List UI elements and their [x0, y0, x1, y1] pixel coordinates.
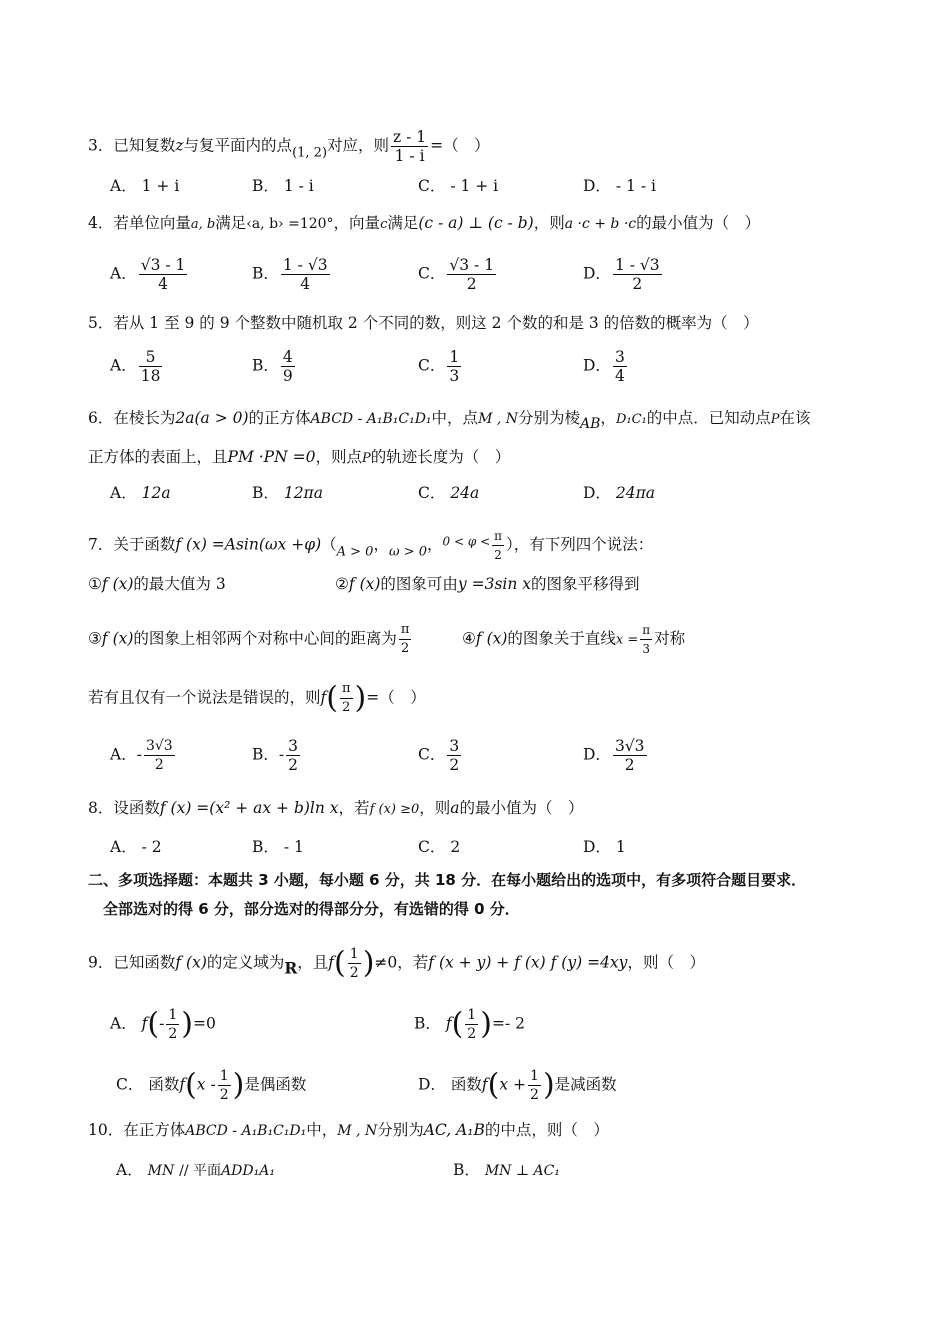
- q3-option-c: [418, 175, 498, 197]
- q7-statement-4: [462, 621, 685, 658]
- frac-den: 2: [467, 1026, 477, 1042]
- q9-ff: f: [328, 953, 335, 972]
- option-label: D．: [583, 177, 611, 195]
- q7-option-d: [583, 737, 649, 774]
- option-label: D．: [583, 484, 611, 502]
- q5-option-b: [252, 348, 297, 385]
- q3-stem-d: =（ ）: [430, 136, 490, 155]
- option-value: 2: [450, 838, 461, 856]
- q9-option-a: [110, 1006, 216, 1043]
- q7-option-c: [418, 737, 463, 774]
- option-fraction: [447, 348, 461, 385]
- option-label: C．: [418, 264, 446, 283]
- q10-mn: M , N: [337, 1123, 378, 1139]
- option-label: A．: [110, 356, 137, 375]
- q7-statement-1: [88, 573, 226, 595]
- paren-left: (: [487, 1067, 500, 1103]
- q7-stem-c: ），有下列四个说法：: [506, 535, 654, 554]
- frac-num: π: [399, 621, 412, 640]
- q4-vars: a, b: [190, 217, 216, 232]
- ask-text: 若有且仅有一个说法是错误的，则: [88, 688, 321, 707]
- frac-num: 5: [139, 348, 163, 367]
- frac-den: 9: [282, 367, 293, 385]
- frac-den: 2: [449, 756, 460, 774]
- statement-func: f (x): [348, 575, 381, 593]
- option-func: f: [179, 1075, 186, 1094]
- q4-perp: (c - a) ⊥ (c - b): [418, 214, 534, 232]
- frac-den: 2: [154, 757, 164, 773]
- paren-left: (: [451, 1006, 464, 1042]
- statement-expr: y =3sin x: [457, 575, 532, 593]
- option-value: - 2: [141, 838, 162, 856]
- q7-pi-frac: [492, 527, 504, 564]
- frac-den: 2: [624, 756, 635, 774]
- q6-stem-f: 的中点．已知动点: [646, 409, 771, 427]
- q9-f: f (x): [175, 953, 207, 972]
- question-6-line-2: [88, 446, 510, 470]
- frac-den: 2: [466, 275, 477, 293]
- q3-stem-c: 对应，则: [327, 136, 390, 155]
- option-x: x -: [196, 1075, 216, 1094]
- frac-den: 2: [219, 1087, 229, 1103]
- frac-num: √3 - 1: [140, 256, 186, 274]
- statement-func: f (x): [101, 575, 134, 593]
- option-fraction: [139, 256, 188, 293]
- q9-option-d: [418, 1067, 617, 1104]
- option-sign: -: [278, 745, 285, 764]
- q3-option-a: [110, 175, 179, 197]
- q7-stem-b: （: [321, 535, 337, 554]
- frac-den: 2: [530, 1087, 539, 1103]
- ask-tail: =（ ）: [366, 688, 426, 707]
- q9-stem: 9．已知函数: [88, 953, 176, 972]
- q4-angle: ‹a, b› =120°: [246, 216, 334, 232]
- option-label: C．: [418, 177, 446, 195]
- q10-pts: AC, A₁B: [423, 1121, 485, 1139]
- option-fraction: [281, 348, 295, 385]
- option-func: f: [445, 1014, 452, 1033]
- option-frac: [218, 1067, 231, 1104]
- statement-x: x =: [615, 632, 639, 648]
- frac-num: π: [492, 527, 504, 546]
- frac-num: π: [340, 680, 353, 699]
- option-fraction: [281, 256, 330, 293]
- option-label: C．: [418, 745, 446, 764]
- paren-left: (: [185, 1067, 197, 1103]
- frac-den: 2: [288, 756, 299, 774]
- paren-right: ): [181, 1006, 193, 1042]
- paren-left: (: [147, 1006, 160, 1042]
- q6-stem-d: 分别为棱: [518, 409, 581, 427]
- q6-p: P: [770, 412, 780, 427]
- statement-mark: ①: [88, 575, 102, 593]
- q6-stem-e: ，: [600, 409, 616, 427]
- statement-text: 的图象上相邻两个对称中心间的距离为: [133, 629, 397, 648]
- option-fraction: [447, 737, 461, 774]
- frac-num: 1: [168, 1007, 178, 1023]
- frac-den: 2: [342, 700, 351, 715]
- q8-var-a: a: [450, 799, 460, 817]
- option-label: A．: [110, 745, 137, 764]
- frac-den: 2: [494, 548, 502, 562]
- q5-option-c: [418, 348, 463, 385]
- option-label: C．: [418, 838, 446, 856]
- ask-func: f: [320, 688, 327, 707]
- paren-right: ): [362, 945, 375, 981]
- q4-stem-e: ，则: [533, 214, 565, 232]
- option-text: // 平面: [179, 1163, 222, 1179]
- statement-func: f (x): [475, 629, 508, 648]
- frac-num: 1 - √3: [614, 256, 660, 274]
- frac-den: 3: [642, 642, 651, 656]
- q8-option-b: [252, 836, 304, 858]
- option-label: A．: [110, 264, 137, 283]
- paren-right: ): [232, 1067, 245, 1103]
- q10-stem-b: 中，: [306, 1121, 338, 1139]
- q6-dc: D₁C₁: [615, 412, 647, 427]
- option-sign: -: [159, 1014, 165, 1033]
- q7-sep: ，: [373, 535, 389, 554]
- q7-c2: ω > 0: [388, 544, 428, 560]
- option-label: B．: [252, 745, 279, 764]
- frac-den: 4: [614, 367, 625, 385]
- question-6: [88, 407, 811, 435]
- section-2-line-2: 全部选对的得 6 分，部分选对的得部分分，有选错的得 0 分．: [103, 900, 520, 918]
- q9-option-c: [116, 1067, 306, 1104]
- q6-stem-g: 在该: [779, 409, 811, 427]
- statement-mark: ③: [88, 629, 102, 648]
- q4-expr: a ·c + b ·c: [564, 216, 637, 232]
- statement-func: f (x): [101, 629, 134, 648]
- section-2-heading-line-2: [103, 898, 520, 920]
- q6-line2-a: 正方体的表面上，且: [88, 448, 228, 466]
- q4-option-b: [252, 256, 332, 293]
- option-fraction: [613, 348, 627, 385]
- option-label: B．: [414, 1014, 441, 1033]
- option-fraction: [613, 256, 662, 293]
- q4-option-d: [583, 256, 664, 293]
- q8-stem-c: ，则: [419, 799, 451, 817]
- q4-stem-c: ，向量: [333, 214, 381, 232]
- q6-p: P: [361, 451, 371, 466]
- q4-stem-d: 满足: [387, 214, 419, 232]
- option-tail: 是减函数: [554, 1075, 617, 1094]
- q8-cond: f (x) ≥0: [369, 802, 420, 817]
- option-label: D．: [418, 1075, 446, 1094]
- option-fraction: [144, 737, 175, 774]
- q4-var-c: c: [380, 217, 388, 232]
- option-plane: ADD₁A₁: [221, 1163, 275, 1179]
- option-fraction: [447, 256, 496, 293]
- paren-right: ): [480, 1006, 492, 1042]
- frac-num: √3 - 1: [449, 256, 495, 274]
- frac-num: 1 - √3: [282, 256, 328, 274]
- question-4: [88, 212, 760, 236]
- frac-num: 1: [449, 348, 460, 366]
- q10-stem: 10．在正方体: [88, 1121, 186, 1139]
- frac-num: 1: [219, 1068, 229, 1084]
- option-label: A．: [110, 1014, 137, 1033]
- option-label: A．: [110, 177, 137, 195]
- option-value: - 1 - i: [615, 177, 656, 195]
- option-label: D．: [583, 838, 611, 856]
- frac-den: 2: [401, 641, 410, 656]
- q8-option-d: [583, 836, 626, 858]
- q6-option-c: [418, 482, 479, 504]
- q9-stem-b: 的定义域为: [206, 953, 285, 972]
- option-label: A．: [110, 484, 137, 502]
- option-tail: =- 2: [491, 1014, 525, 1033]
- question-5: [88, 312, 759, 334]
- q3-option-b: [252, 175, 314, 197]
- option-label: B．: [252, 838, 279, 856]
- frac-den: 2: [349, 965, 359, 981]
- frac-num: 3: [614, 348, 625, 366]
- statement-frac: [399, 621, 412, 658]
- q9-neq: ≠0: [374, 953, 398, 972]
- q7-statement-2: [335, 573, 640, 595]
- q6-stem-b: 的正方体: [248, 409, 311, 427]
- option-label: C．: [418, 356, 446, 375]
- option-label: D．: [583, 264, 611, 283]
- option-frac: [465, 1006, 478, 1043]
- paren-left: (: [326, 680, 338, 716]
- section-2-heading: [88, 869, 806, 891]
- q6-stem-c: 中，点: [431, 409, 479, 427]
- option-label: B．: [252, 177, 279, 195]
- q5-option-a: [110, 348, 164, 385]
- frac-num: 4: [282, 348, 293, 366]
- frac-num: 3: [449, 737, 460, 755]
- q4-option-c: [418, 256, 498, 293]
- q7-option-a: [110, 737, 177, 774]
- q7-stem: 7．关于函数: [88, 535, 176, 554]
- option-label: B．: [453, 1161, 480, 1179]
- q4-option-a: [110, 256, 189, 293]
- q10-option-a: [116, 1159, 275, 1182]
- q6-option-b: [252, 482, 323, 504]
- q10-cube: ABCD - A₁B₁C₁D₁: [185, 1123, 307, 1139]
- q7-c1: A > 0: [336, 544, 374, 560]
- frac-num: 1: [467, 1007, 477, 1023]
- statement-text: 的图象可由: [380, 575, 458, 593]
- option-value: - 1: [283, 838, 304, 856]
- q5-option-d: [583, 348, 629, 385]
- q7-ask: [88, 680, 426, 717]
- q6-stem: 6．在棱长为: [88, 409, 176, 427]
- option-label: B．: [252, 356, 279, 375]
- section-2-line-1: 二、多项选择题：本题共 3 小题，每小题 6 分，共 18 分．在每小题给出的选项中，有多项符合题目要求．: [88, 871, 807, 889]
- frac-den: 4: [158, 275, 168, 293]
- option-label: B．: [252, 484, 279, 502]
- option-frac: [528, 1067, 541, 1104]
- option-value: 1 + i: [141, 177, 180, 195]
- frac-den: 2: [168, 1026, 178, 1042]
- q3-stem-b: 与复平面内的点: [183, 136, 293, 155]
- option-value: 24a: [450, 484, 480, 502]
- q6-ab: AB: [580, 416, 601, 432]
- q7-statement-3: [88, 621, 413, 658]
- q10-option-b: [453, 1159, 560, 1182]
- q6-cube: ABCD - A₁B₁C₁D₁: [310, 411, 432, 427]
- q6-option-a: [110, 482, 171, 504]
- q3-frac-num: z - 1: [393, 128, 427, 146]
- q9-option-b: [414, 1006, 525, 1043]
- q3-fraction: [391, 128, 428, 165]
- paren-right: ): [542, 1067, 555, 1103]
- q4-stem: 4．若单位向量: [88, 214, 191, 232]
- option-frac: [166, 1006, 179, 1043]
- option-value: 1: [615, 838, 626, 856]
- statement-text: 的最大值为 3: [133, 575, 226, 593]
- option-fraction: [286, 737, 300, 774]
- frac-den: 18: [140, 367, 161, 385]
- option-label: C．: [418, 484, 446, 502]
- q8-stem-d: 的最小值为（ ）: [459, 799, 584, 817]
- option-pre: 函数: [450, 1075, 482, 1094]
- option-label: A．: [110, 838, 137, 856]
- option-func: f: [141, 1014, 148, 1033]
- frac-num: 3√3: [145, 738, 173, 754]
- q9-half: [348, 945, 361, 982]
- q3-stem: 3．已知复数: [88, 136, 176, 155]
- q8-option-c: [418, 836, 460, 858]
- statement-mark: ②: [335, 575, 349, 593]
- q6-edge: 2a(a > 0): [175, 409, 249, 427]
- statement-text: 的图象关于直线: [507, 629, 616, 648]
- q7-func: f (x) =Asin(ωx +φ): [175, 535, 322, 554]
- q6-dot: PM ·PN =0: [227, 448, 316, 466]
- q3-option-d: [583, 175, 656, 197]
- option-tail: 是偶函数: [244, 1075, 307, 1094]
- option-expr: MN ⊥ AC₁: [484, 1163, 560, 1179]
- option-value: 12a: [141, 484, 171, 502]
- option-value: - 1 + i: [450, 177, 499, 195]
- option-value: 24πa: [615, 484, 656, 502]
- q7-c3: 0 < φ <: [442, 534, 491, 549]
- frac-num: π: [640, 621, 652, 640]
- option-pre: 函数: [148, 1075, 180, 1094]
- q6-line2-c: 的轨迹长度为（ ）: [370, 448, 511, 466]
- statement-mark: ④: [462, 629, 476, 648]
- option-func: f: [481, 1075, 488, 1094]
- q9-stem-c: ，且: [297, 953, 329, 972]
- q9-eq: f (x + y) + f (x) f (y) =4xy: [428, 953, 628, 972]
- frac-num: 1: [349, 946, 359, 962]
- option-mn: MN: [147, 1163, 175, 1179]
- statement-frac: [640, 621, 652, 658]
- q6-line2-b: ，则点: [315, 448, 362, 466]
- frac-den: 3: [449, 367, 460, 385]
- q8-func: f (x) =(x² + ax + b)ln x: [159, 799, 339, 817]
- option-tail: =0: [193, 1014, 216, 1033]
- q10-stem-d: 的中点，则（ ）: [484, 1121, 609, 1139]
- q10-stem-c: 分别为: [377, 1121, 424, 1139]
- q7-option-b: [252, 737, 302, 774]
- frac-den: 2: [632, 275, 643, 293]
- option-sign: -: [136, 745, 142, 764]
- question-3: [88, 128, 490, 165]
- frac-num: 1: [530, 1068, 539, 1084]
- q7-sep: ，: [427, 535, 443, 554]
- q9-domain: R: [284, 958, 298, 978]
- q6-option-d: [583, 482, 655, 504]
- option-label: C．: [116, 1075, 144, 1094]
- q5-stem: 5．若从 1 至 9 的 9 个整数中随机取 2 个不同的数，则这 2 个数的和是 3 的倍数的概率为（ ）: [88, 314, 759, 332]
- statement-text: 对称: [654, 629, 686, 648]
- frac-num: 3√3: [614, 737, 645, 755]
- q3-var-z: z: [175, 136, 184, 155]
- question-7: [88, 527, 653, 564]
- q8-stem: 8．设函数: [88, 799, 160, 817]
- option-label: D．: [583, 356, 611, 375]
- question-10: [88, 1119, 609, 1142]
- option-value: 1 - i: [283, 177, 314, 195]
- frac-den: 4: [300, 275, 311, 293]
- option-x: x +: [499, 1075, 527, 1094]
- paren-right: ): [354, 680, 367, 716]
- q8-stem-b: ，若: [338, 799, 370, 817]
- q8-option-a: [110, 836, 162, 858]
- question-8: [88, 797, 584, 821]
- option-fraction: [613, 737, 647, 774]
- option-label: A．: [116, 1161, 143, 1179]
- option-label: B．: [252, 264, 279, 283]
- paren-left: (: [334, 945, 346, 981]
- option-label: D．: [583, 745, 611, 764]
- option-value: 12πa: [283, 484, 323, 502]
- q3-point: (1, 2): [292, 145, 328, 161]
- option-fraction: [139, 348, 163, 385]
- q4-stem-f: 的最小值为（ ）: [636, 214, 761, 232]
- frac-num: 3: [288, 737, 299, 755]
- statement-text: 的图象平移得到: [531, 575, 640, 593]
- q9-stem-e: ，则（ ）: [627, 953, 705, 972]
- question-9: [88, 945, 705, 982]
- q9-stem-d: ，若: [397, 953, 429, 972]
- ask-frac: [340, 680, 353, 717]
- q3-frac-den: 1 - i: [394, 147, 425, 165]
- q4-stem-b: 满足: [215, 214, 247, 232]
- q6-mn: M , N: [478, 411, 518, 427]
